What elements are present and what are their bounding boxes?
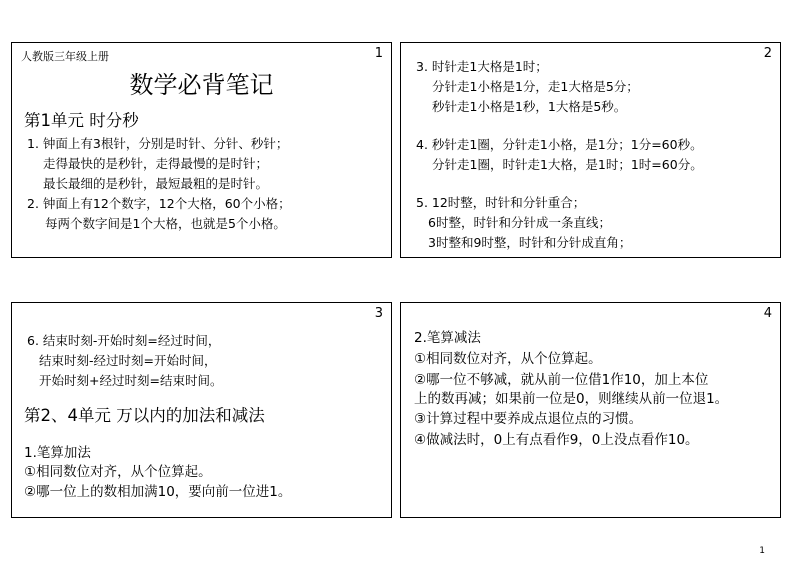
note-line: 5. 12时整，时针和分针重合； bbox=[416, 195, 586, 210]
rule-item: ②哪一位不够减，就从前一位借1作10，加上本位 bbox=[414, 372, 709, 388]
textbook-subtitle: 人教版三年级上册 bbox=[21, 50, 109, 63]
slide-panel-3 bbox=[11, 302, 392, 518]
slide-panel-4 bbox=[400, 302, 781, 518]
note-line: 开始时刻+经过时刻=结束时间。 bbox=[39, 373, 223, 388]
note-line: 每两个数字间是1个大格，也就是5个小格。 bbox=[45, 216, 286, 231]
rule-item: ②哪一位上的数相加满10，要向前一位进1。 bbox=[24, 484, 292, 500]
note-line: 走得最快的是秒针，走得最慢的是时针； bbox=[43, 156, 269, 171]
rule-item: ④做减法时，0上有点看作9，0上没点看作10。 bbox=[414, 432, 699, 448]
note-line: 最长最细的是秒针，最短最粗的是时针。 bbox=[43, 176, 269, 191]
section-label: 2.笔算减法 bbox=[414, 330, 481, 346]
slide-panel-2 bbox=[400, 42, 781, 258]
panel-number: 1 bbox=[374, 46, 383, 61]
page-footer-number: 1 bbox=[759, 546, 765, 556]
panel-number: 2 bbox=[763, 46, 772, 61]
note-line: 4. 秒针走1圈，分针走1小格，是1分；1分=60秒。 bbox=[416, 137, 703, 152]
unit-heading: 第1单元 时分秒 bbox=[24, 111, 139, 130]
note-line: 分针走1小格是1分，走1大格是5分； bbox=[432, 79, 639, 94]
panel-number: 3 bbox=[374, 306, 383, 321]
note-line: 2. 钟面上有12个数字，12个大格，60个小格； bbox=[27, 196, 291, 211]
notes-title: 数学必背笔记 bbox=[129, 71, 274, 99]
unit-heading: 第2、4单元 万以内的加法和减法 bbox=[24, 406, 265, 425]
slide-panel-1 bbox=[11, 42, 392, 258]
note-line: 3时整和9时整，时针和分针成直角； bbox=[428, 235, 632, 250]
rule-item: 上的数再减；如果前一位是0，则继续从前一位退1。 bbox=[414, 391, 729, 407]
note-line: 秒针走1小格是1秒，1大格是5秒。 bbox=[432, 99, 627, 114]
rule-item: ①相同数位对齐，从个位算起。 bbox=[24, 464, 212, 480]
rule-item: ①相同数位对齐，从个位算起。 bbox=[414, 351, 602, 367]
note-line: 分针走1圈，时针走1大格，是1时；1时=60分。 bbox=[432, 157, 703, 172]
section-label: 1.笔算加法 bbox=[24, 445, 91, 461]
note-line: 结束时刻-经过时刻=开始时间， bbox=[39, 353, 217, 368]
note-line: 1. 钟面上有3根针，分别是时针、分针、秒针； bbox=[27, 136, 289, 151]
note-line: 3. 时针走1大格是1时； bbox=[416, 59, 548, 74]
note-line: 6时整，时针和分针成一条直线； bbox=[428, 215, 611, 230]
panel-number: 4 bbox=[763, 306, 772, 321]
rule-item: ③计算过程中要养成点退位点的习惯。 bbox=[414, 411, 643, 427]
note-line: 6. 结束时刻-开始时刻=经过时间， bbox=[27, 333, 221, 348]
